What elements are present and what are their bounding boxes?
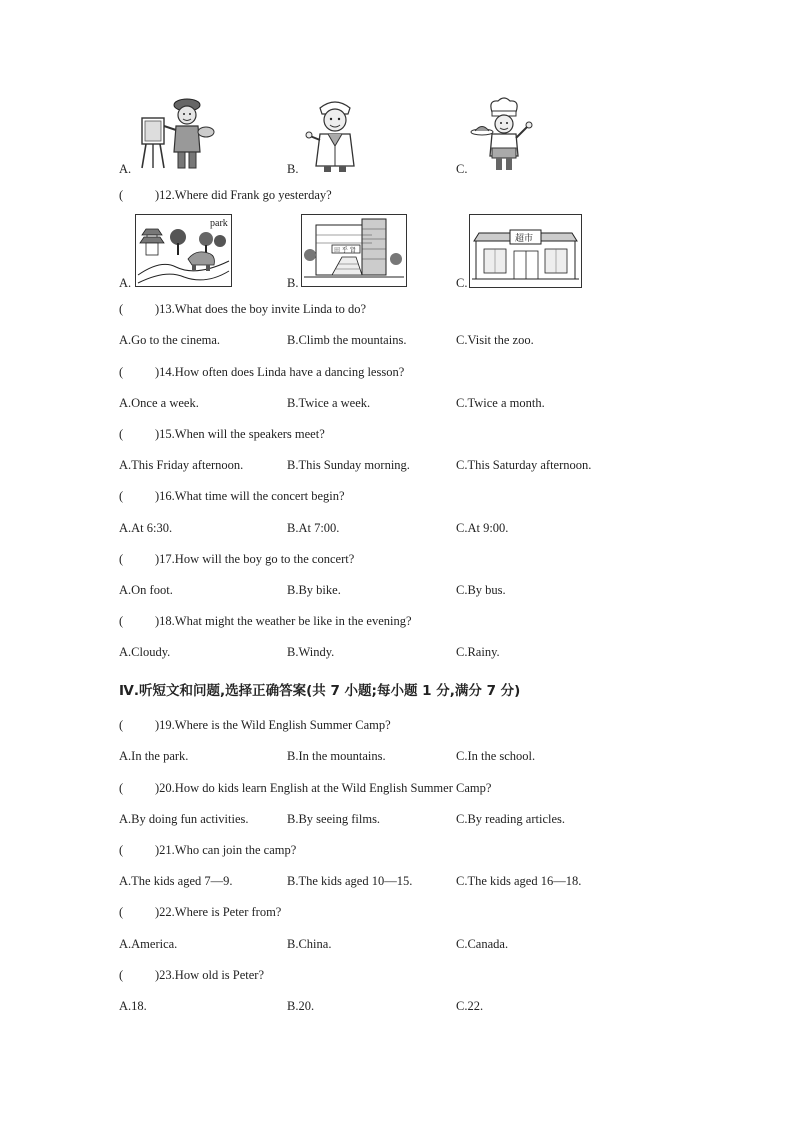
q11-option-b-letter: B. bbox=[287, 162, 299, 176]
question-text: 20.How do kids learn English at the Wild English Summer Camp? bbox=[159, 781, 492, 795]
q14-option-b: B.Twice a week. bbox=[287, 396, 371, 410]
q23-option-c: C.22. bbox=[456, 999, 484, 1013]
question-text: 12.Where did Frank go yesterday? bbox=[159, 188, 332, 202]
question-text: 16.What time will the concert begin? bbox=[159, 489, 345, 503]
question-text: 13.What does the boy invite Linda to do? bbox=[159, 302, 367, 316]
q18-option-a: A.Cloudy. bbox=[119, 645, 171, 659]
question-18 bbox=[119, 614, 412, 629]
question-15 bbox=[119, 427, 325, 442]
q13-option-b: B.Climb the mountains. bbox=[287, 333, 407, 347]
question-22 bbox=[119, 905, 281, 920]
q17-option-a: A.On foot. bbox=[119, 583, 173, 597]
answer-bracket-close: ) bbox=[155, 552, 160, 566]
question-16 bbox=[119, 489, 345, 504]
q16-option-c: C.At 9:00. bbox=[456, 521, 509, 535]
answer-bracket-close: ) bbox=[155, 968, 160, 982]
q20-option-b: B.By seeing films. bbox=[287, 812, 381, 826]
answer-bracket-close: ) bbox=[155, 614, 160, 628]
q19-option-c: C.In the school. bbox=[456, 749, 536, 763]
answer-bracket-close: ) bbox=[155, 302, 160, 316]
section-4-heading: Ⅳ.听短文和问题,选择正确答案(共 7 小题;每小题 1 分,满分 7 分) bbox=[119, 683, 521, 699]
q15-option-b: B.This Sunday morning. bbox=[287, 458, 410, 472]
q22-option-b: B.China. bbox=[287, 937, 332, 951]
q14-option-a: A.Once a week. bbox=[119, 396, 199, 410]
answer-bracket-open: ( bbox=[119, 188, 124, 202]
question-23 bbox=[119, 968, 264, 983]
q21-option-b: B.The kids aged 10—15. bbox=[287, 874, 413, 888]
question-text: 18.What might the weather be like in the evening? bbox=[159, 614, 412, 628]
q18-option-b: B.Windy. bbox=[287, 645, 335, 659]
question-19 bbox=[119, 718, 391, 733]
question-17 bbox=[119, 552, 354, 567]
question-text: 15.When will the speakers meet? bbox=[159, 427, 325, 441]
answer-bracket-open: ( bbox=[119, 614, 124, 628]
answer-bracket-close: ) bbox=[155, 905, 160, 919]
answer-bracket-close: ) bbox=[155, 718, 160, 732]
q22-option-c: C.Canada. bbox=[456, 937, 509, 951]
q16-option-a: A.At 6:30. bbox=[119, 521, 173, 535]
q13-option-a: A.Go to the cinema. bbox=[119, 333, 221, 347]
q15-option-a: A.This Friday afternoon. bbox=[119, 458, 244, 472]
answer-bracket-close: ) bbox=[155, 427, 160, 441]
q21-option-a: A.The kids aged 7—9. bbox=[119, 874, 233, 888]
answer-bracket-close: ) bbox=[155, 843, 160, 857]
question-text: 17.How will the boy go to the concert? bbox=[159, 552, 355, 566]
q18-option-c: C.Rainy. bbox=[456, 645, 500, 659]
question-21 bbox=[119, 843, 296, 858]
q11-option-a-letter: A. bbox=[119, 162, 132, 176]
q11-option-c-letter: C. bbox=[456, 162, 468, 176]
question-text: 19.Where is the Wild English Summer Camp? bbox=[159, 718, 391, 732]
q12-option-a-letter: A. bbox=[119, 276, 132, 290]
question-20 bbox=[119, 781, 491, 796]
answer-bracket-close: ) bbox=[155, 188, 160, 202]
answer-bracket-open: ( bbox=[119, 968, 124, 982]
answer-bracket-open: ( bbox=[119, 365, 124, 379]
q17-option-c: C.By bus. bbox=[456, 583, 506, 597]
hospital-icon bbox=[301, 214, 407, 287]
answer-bracket-open: ( bbox=[119, 718, 124, 732]
question-text: 21.Who can join the camp? bbox=[159, 843, 297, 857]
q13-option-c: C.Visit the zoo. bbox=[456, 333, 534, 347]
q14-option-c: C.Twice a month. bbox=[456, 396, 545, 410]
doctor-icon bbox=[304, 96, 366, 174]
supermarket-sign-label: 超市 bbox=[515, 234, 534, 244]
q19-option-b: B.In the mountains. bbox=[287, 749, 386, 763]
question-text: 22.Where is Peter from? bbox=[159, 905, 282, 919]
painter-icon bbox=[136, 96, 216, 172]
question-13 bbox=[119, 302, 366, 317]
q12-option-c-letter: C. bbox=[456, 276, 468, 290]
answer-bracket-open: ( bbox=[119, 427, 124, 441]
q21-option-c: C.The kids aged 16—18. bbox=[456, 874, 582, 888]
answer-bracket-close: ) bbox=[155, 781, 160, 795]
answer-bracket-open: ( bbox=[119, 781, 124, 795]
q19-option-a: A.In the park. bbox=[119, 749, 189, 763]
q17-option-b: B.By bike. bbox=[287, 583, 341, 597]
question-text: 14.How often does Linda have a dancing lesson? bbox=[159, 365, 405, 379]
q20-option-a: A.By doing fun activities. bbox=[119, 812, 249, 826]
q22-option-a: A.America. bbox=[119, 937, 178, 951]
question-12 bbox=[119, 188, 332, 203]
answer-bracket-close: ) bbox=[155, 365, 160, 379]
q15-option-c: C.This Saturday afternoon. bbox=[456, 458, 592, 472]
answer-bracket-open: ( bbox=[119, 905, 124, 919]
question-text: 23.How old is Peter? bbox=[159, 968, 265, 982]
question-14 bbox=[119, 365, 404, 380]
park-sign-label: park bbox=[210, 218, 228, 229]
chef-icon bbox=[470, 96, 536, 174]
answer-bracket-open: ( bbox=[119, 302, 124, 316]
answer-bracket-close: ) bbox=[155, 489, 160, 503]
answer-bracket-open: ( bbox=[119, 843, 124, 857]
hospital-sign-label: 田 乎 肾 bbox=[334, 247, 356, 254]
q20-option-c: C.By reading articles. bbox=[456, 812, 565, 826]
park-icon bbox=[135, 214, 232, 287]
q23-option-a: A.18. bbox=[119, 999, 147, 1013]
answer-bracket-open: ( bbox=[119, 552, 124, 566]
answer-bracket-open: ( bbox=[119, 489, 124, 503]
supermarket-icon bbox=[469, 214, 582, 288]
q23-option-b: B.20. bbox=[287, 999, 315, 1013]
q16-option-b: B.At 7:00. bbox=[287, 521, 340, 535]
q12-option-b-letter: B. bbox=[287, 276, 299, 290]
